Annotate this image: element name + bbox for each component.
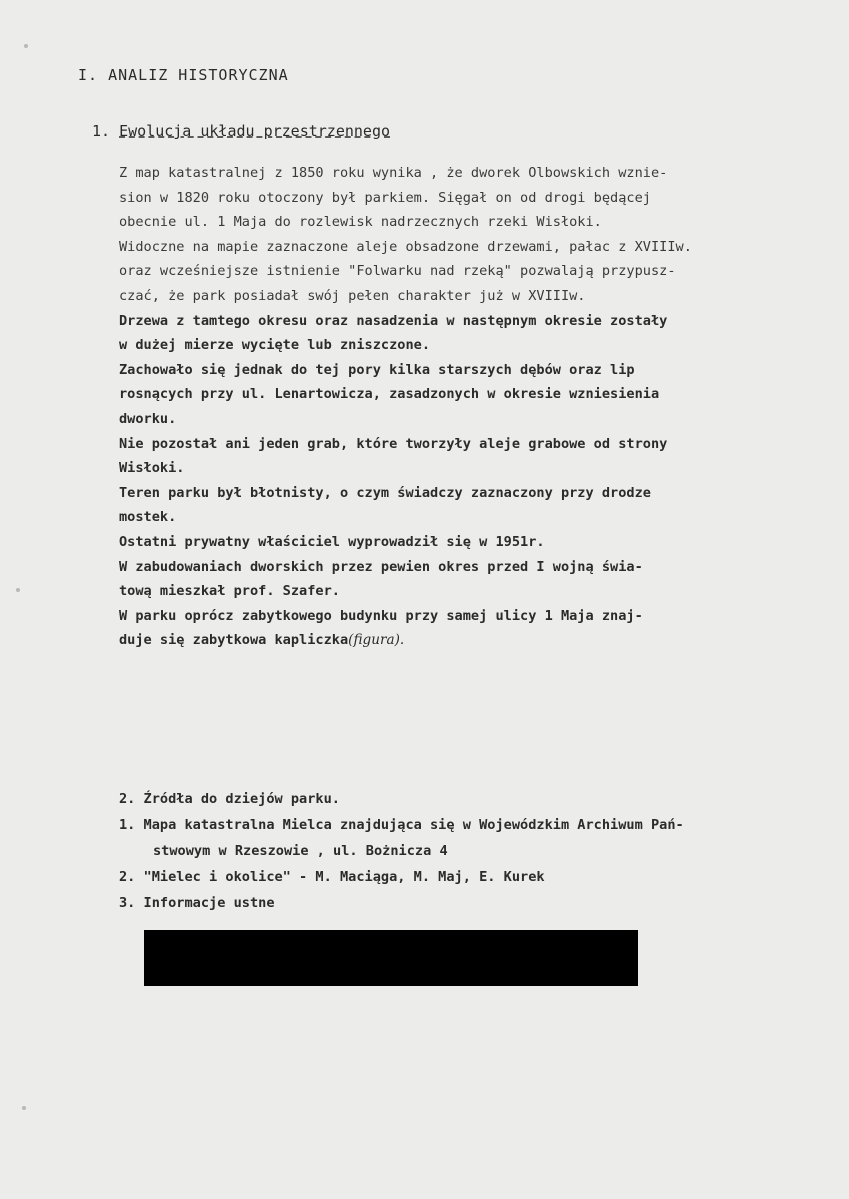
section-1-number: 1. xyxy=(92,122,111,140)
section-2-title: 2. Źródła do dziejów parku. xyxy=(119,791,340,807)
text-line: Widoczne na mapie zaznaczone aleje obsadzone drzewami, pałac z XVIIIw. xyxy=(119,238,692,255)
section-1-title-text: Ewolucja układu przestrzennego xyxy=(119,122,391,140)
text-line: W parku oprócz zabytkowego budynku przy samej ulicy 1 Maja znaj- xyxy=(119,607,643,624)
punch-hole xyxy=(24,44,28,48)
text-line: tową mieszkał prof. Szafer. xyxy=(119,583,340,600)
text-line: w dużej mierze wycięte lub zniszczone. xyxy=(119,337,430,354)
redaction-bar xyxy=(144,930,638,986)
typed-text: duje się zabytkowa kapliczka xyxy=(119,632,349,649)
text-line: rosnących przy ul. Lenartowicza, zasadzonych w okresie wzniesienia xyxy=(119,386,660,403)
text-line: Nie pozostał ani jeden grab, które tworzyły aleje grabowe od strony xyxy=(119,435,668,452)
text-line: Wisłoki. xyxy=(119,460,185,477)
source-item: 2. "Mielec i okolice" - M. Maciąga, M. Maj, E. Kurek xyxy=(119,869,545,885)
history-paragraph xyxy=(119,161,819,653)
section-1-title xyxy=(92,122,390,140)
text-line: Teren parku był błotnisty, o czym świadczy zaznaczony przy drodze xyxy=(119,484,651,501)
document-heading: I. ANALIZ HISTORYCZNA xyxy=(78,66,289,84)
sources-section xyxy=(119,786,839,916)
source-item: 3. Informacje ustne xyxy=(119,895,275,911)
text-line: Z map katastralnej z 1850 roku wynika , że dworek Olbowskich wznie- xyxy=(119,165,668,181)
handwritten-annotation: (figura). xyxy=(348,632,405,649)
text-line: Drzewa z tamtego okresu oraz nasadzenia w następnym okresie zostały xyxy=(119,312,668,329)
source-item: 1. Mapa katastralna Mielca znajdująca się w Wojewódzkim Archiwum Pań- xyxy=(119,817,684,833)
text-line: mostek. xyxy=(119,509,177,526)
text-line: sion w 1820 roku otoczony był parkiem. Sięgał on od drogi będącej xyxy=(119,189,651,206)
punch-hole xyxy=(16,588,20,592)
text-line: W zabudowaniach dworskich przez pewien okres przed I wojną świa- xyxy=(119,558,643,575)
text-line: dworku. xyxy=(119,410,177,427)
text-line: Ostatni prywatny właściciel wyprowadził się w 1951r. xyxy=(119,533,545,550)
text-line: oraz wcześniejsze istnienie "Folwarku nad rzeką" pozwalają przypusz- xyxy=(119,263,676,280)
text-line: Zachowało się jednak do tej pory kilka starszych dębów oraz lip xyxy=(119,361,635,378)
text-line: obecnie ul. 1 Maja do rozlewisk nadrzecznych rzeki Wisłoki. xyxy=(119,214,602,231)
text-line: czać, że park posiadał swój pełen charakter już w XVIIIw. xyxy=(119,287,586,304)
source-item-continuation: stwowym w Rzeszowie , ul. Bożnicza 4 xyxy=(153,843,448,859)
text-line-last xyxy=(119,628,819,653)
punch-hole xyxy=(22,1106,26,1110)
